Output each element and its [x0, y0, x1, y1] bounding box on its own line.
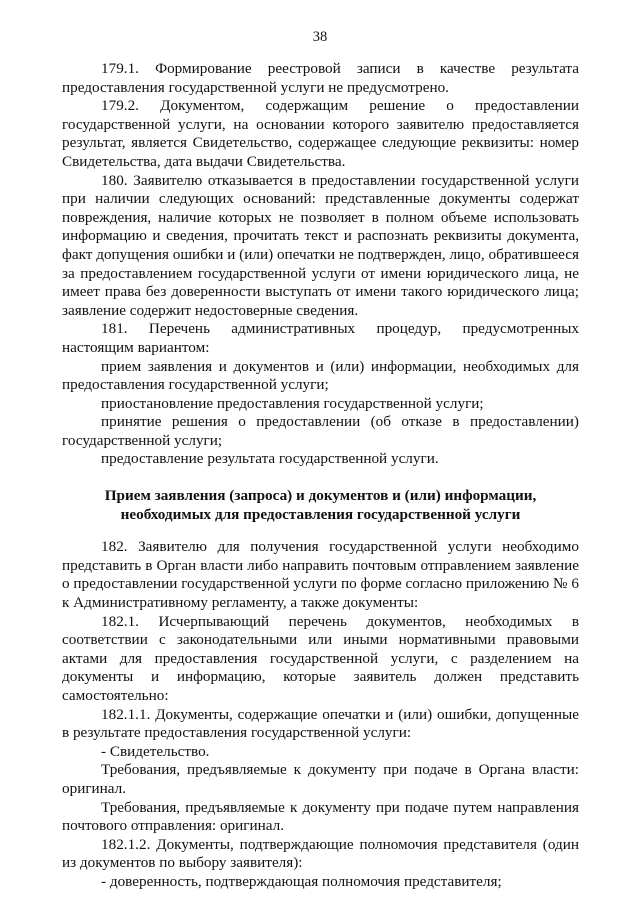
paragraph-179-2: 179.2. Документом, содержащим решение о предоставлении государственной услуги, на основании которого заявителю предоставляется результат, является Свидетельство, содержащее следующие реквизиты: номер Свидетельства, дата выдачи Свидетельства.	[62, 97, 579, 170]
paragraph-180: 180. Заявителю отказывается в предоставлении государственной услуги при наличии следующих оснований: представленные документы содержат повреждения, наличие которых не позволяет в полном объеме использовать информацию и сведения, прочитать текст и распознать реквизиты документа, факт допущения ошибки и (или) опечатки не подтвержден, лицо, обратившееся за предоставлением государственной услуги от имени юридического лица, не имеет права без доверенности выступать от имени такого юридического лица; заявление содержит недостоверные сведения.	[62, 171, 579, 319]
procedure-item-decision: принятие решения о предоставлении (об отказе в предоставлении) государственной услуги;	[62, 413, 579, 449]
procedure-item-suspension: приостановление предоставления государственной услуги;	[101, 394, 484, 412]
page-number: 38	[312, 29, 328, 45]
procedure-item-reception: прием заявления и документов и (или) информации, необходимых для предоставления государственной услуги;	[62, 357, 579, 394]
section-heading: Прием заявления (запроса) и документов и (или) информации, необходимых для предоставления государственной услуги	[104, 487, 537, 523]
document-body	[62, 60, 579, 892]
requirement-in-person: Требования, предъявляемые к документу при подаче в Органа власти: оригинал.	[62, 761, 579, 797]
paragraph-181: 181. Перечень административных процедур, предусмотренных настоящим вариантом:	[62, 320, 579, 356]
paragraph-182-1-1: 182.1.1. Документы, содержащие опечатки и (или) ошибки, допущенные в результате предоставления государственной услуги:	[62, 705, 579, 742]
paragraph-182-1-2: 182.1.2. Документы, подтверждающие полномочия представителя (один из документов по выбору заявителя):	[62, 835, 579, 872]
procedure-item-result: предоставление результата государственной услуги.	[101, 450, 439, 468]
paragraph-179-1: 179.1. Формирование реестровой записи в качестве результата предоставления государственной услуги не предусмотрено.	[62, 60, 579, 96]
list-item-power-of-attorney: - доверенность, подтверждающая полномочия представителя;	[101, 872, 502, 890]
list-item-certificate: - Свидетельство.	[101, 742, 210, 760]
paragraph-182-1: 182.1. Исчерпывающий перечень документов, необходимых в соответствии с законодательными или иными нормативными правовыми актами для предоставления государственной услуги, с разделением на документы и информацию, которые заявитель должен представить самостоятельно:	[62, 612, 579, 704]
paragraph-182: 182. Заявителю для получения государственной услуги необходимо представить в Орган власти либо направить почтовым отправлением заявление о предоставлении государственной услуги по форме согласно приложению № 6 к Административному регламенту, а также документы:	[62, 538, 579, 612]
requirement-by-mail: Требования, предъявляемые к документу при подаче путем направления почтового отправления: оригинал.	[62, 798, 579, 835]
